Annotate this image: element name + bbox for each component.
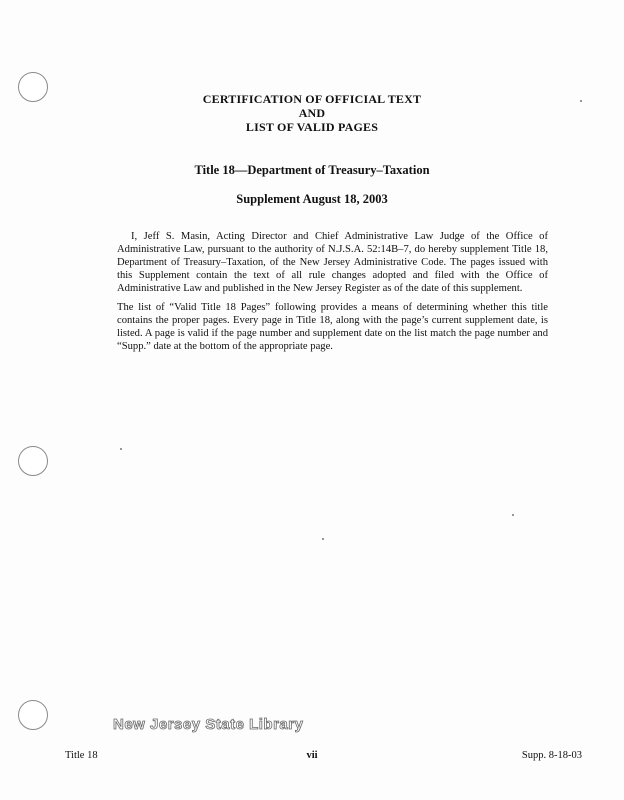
scan-speck: [512, 514, 514, 516]
heading-line-1: CERTIFICATION OF OFFICIAL TEXT: [202, 92, 422, 106]
binder-hole-bottom: [18, 700, 48, 730]
heading-line-2: AND: [298, 106, 326, 120]
footer-supplement-date: Supp. 8-18-03: [521, 750, 582, 761]
heading-line-3: LIST OF VALID PAGES: [245, 120, 379, 134]
library-stamp-watermark: New Jersey State Library: [113, 716, 304, 733]
certification-paragraph: [117, 230, 548, 295]
scan-speck: [120, 448, 122, 450]
title-heading: Title 18—Department of Treasury–Taxation: [194, 163, 430, 177]
footer-title: Title 18: [65, 750, 98, 761]
supplement-date-heading: Supplement August 18, 2003: [236, 192, 388, 206]
scan-speck: [580, 100, 582, 102]
scan-speck: [322, 538, 324, 540]
binder-hole-middle: [18, 446, 48, 476]
paragraph-1: I, Jeff S. Masin, Acting Director and Chief Administrative Law Judge of the Office of Administrative Law, pursuant to the authority of N.J.S.A. 52:14B–7, do hereby supplement Title 18, Department of Treasury–Taxation, of the New Jersey Administrative Code. The pages issued with this Supplement contain the text of all rule changes adopted and filed with the Office of Administrative Law and published in the New Jersey Register as of the date of this supplement.: [117, 231, 548, 294]
footer-page-number: vii: [306, 750, 318, 761]
valid-pages-paragraph: [117, 301, 548, 353]
paragraph-2: The list of “Valid Title 18 Pages” following provides a means of determining whether this title contains the proper pages. Every page in Title 18, along with the page’s current supplement date, is listed. A page is valid if the page number and supplement date on the list match the page number and “Supp.” date at the bottom of the appropriate page.: [117, 302, 548, 352]
certification-heading: [0, 92, 624, 134]
